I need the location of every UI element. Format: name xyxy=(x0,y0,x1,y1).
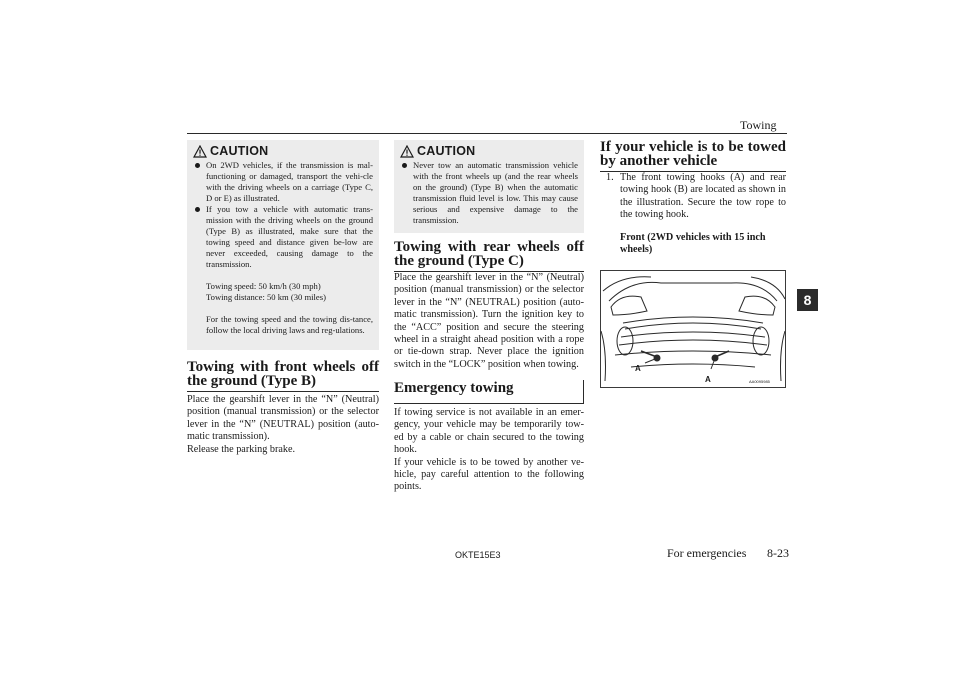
caution-item-text: Never tow an automatic transmission vehicle with the front wheels up (and the rear wheels on the ground) (Type B) when the automatic transmission fluid level is low. This may cause serious and expensive damage to the transmission. xyxy=(413,160,578,225)
spacer xyxy=(193,270,373,281)
spacer xyxy=(606,222,786,232)
bullet-icon xyxy=(195,163,200,168)
warning-triangle-icon xyxy=(400,145,414,158)
emergency-paragraph-2: If your vehicle is to be towed by another ve-hicle, pay careful attention to the following points. xyxy=(394,456,584,493)
towing-step xyxy=(606,172,786,256)
towing-distance: Towing distance: 50 km (30 miles) xyxy=(206,292,326,302)
front-hook-subheading: Front (2WD vehicles with 15 inch wheels) xyxy=(620,231,766,256)
caution-item-text: On 2WD vehicles, if the transmission is mal-functioning or damaged, transport the vehi-cle with the driving wheels on a carriage (Type C, D or E) as illustrated. xyxy=(206,160,373,203)
towing-speed: Towing speed: 50 km/h (30 mph) xyxy=(206,281,321,291)
step-1 xyxy=(606,172,786,222)
type-b-heading: Towing with front wheels off the ground (Type B) xyxy=(187,360,379,392)
page-number: 8-23 xyxy=(767,546,789,560)
caution-title: CAUTION xyxy=(417,144,476,158)
header-rule xyxy=(187,133,787,134)
type-b-paragraph-2: Release the parking brake. xyxy=(187,443,296,455)
caution-header xyxy=(193,144,373,158)
header-section-title: Towing xyxy=(740,118,777,132)
figure-label-a-right: A xyxy=(705,375,711,384)
caution-box-1 xyxy=(187,140,379,350)
step-number: 1. xyxy=(606,172,614,183)
caution-note: For the towing speed and the towing dis-tance, follow the local driving laws and reg-ulations. xyxy=(206,314,373,335)
type-c-body: Place the gearshift lever in the “N” (Neutral) position (manual transmission) or the selector lever in the “N” (NEUTRAL) position (auto-matic transmission). Turn the ignition key to the “ACC” position and secure the steering wheel in a straight ahead position with a rope or tie-down strap. Never place the ignition switch in the “LOCK” position when towing. xyxy=(394,272,584,370)
type-b-paragraph: Place the gearshift lever in the “N” (Neutral) position (manual transmission) or the selector lever in the “N” (NEUTRAL) position (auto-matic transmission). xyxy=(187,394,379,443)
chapter-tab[interactable]: 8 xyxy=(797,289,818,311)
emergency-paragraph: If towing service is not available in an emer-gency, your vehicle may be temporarily tow-ed by a cable or chain secured to the towing hook. xyxy=(394,407,584,456)
towing-hook-illustration xyxy=(600,270,786,388)
document-code: OKTE15E3 xyxy=(455,550,501,560)
emergency-heading: Emergency towing xyxy=(394,380,584,404)
figure-label-a-left: A xyxy=(635,364,641,373)
caution-title: CAUTION xyxy=(210,144,269,158)
caution-item-text: If you tow a vehicle with automatic trans-mission with the driving wheels on the ground (Type B) as illustrated, make sure that the towing speed and distance given be-low are never exceeded, causing damage to the transmission. xyxy=(206,204,373,269)
footer-section-name: For emergencies xyxy=(667,546,747,560)
step-text: The front towing hooks (A) and rear towing hook (B) are located as shown in the illustration. Secure the tow rope to the towing hook. xyxy=(620,172,786,221)
figure-code: AA0095985 xyxy=(749,379,770,384)
front-bumper-drawing xyxy=(601,271,785,387)
caution-header xyxy=(400,144,578,158)
bullet-icon xyxy=(402,163,407,168)
emergency-body xyxy=(394,407,584,494)
bullet-icon xyxy=(195,207,200,212)
type-b-body xyxy=(187,394,379,456)
warning-triangle-icon xyxy=(193,145,207,158)
caution-item xyxy=(193,160,373,204)
type-c-heading: Towing with rear wheels off the ground (Type C) xyxy=(394,240,584,272)
caution-box-2 xyxy=(394,140,584,233)
caution-item xyxy=(193,204,373,270)
caution-item xyxy=(400,160,578,226)
towed-heading: If your vehicle is to be towed by another vehicle xyxy=(600,140,786,172)
spacer xyxy=(193,303,373,314)
